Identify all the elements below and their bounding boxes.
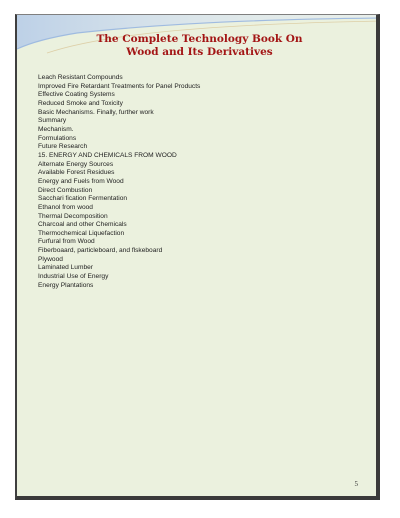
toc-item: Industrial Use of Energy [38, 273, 109, 281]
title-line-1: The Complete Technology Book On [96, 33, 303, 45]
toc-item: Charcoal and other Chemicals [38, 221, 127, 229]
table-of-contents [38, 74, 200, 290]
toc-item: Summary [38, 117, 67, 125]
toc-item: Basic Mechanisms. Finally, further work [38, 108, 154, 116]
document-title [17, 33, 380, 59]
toc-item: Sacchari fication Fermentation [38, 195, 128, 203]
toc-item: Available Forest Residues [38, 169, 115, 177]
toc-item: Future Research [38, 143, 88, 151]
toc-item: Effective Coating Systems [38, 91, 115, 99]
page-frame [15, 14, 380, 500]
toc-item: Thermochemical Liquefaction [38, 229, 125, 237]
toc-item: Mechanism. [38, 125, 74, 133]
toc-item: Thermal Decomposition [38, 212, 108, 220]
toc-item: Improved Fire Retardant Treatments for Panel Products [38, 82, 201, 90]
toc-item: Energy Plantations [38, 281, 94, 289]
toc-item: Fiberboaard, particleboard, and flskeboard [38, 247, 163, 255]
title-line-2: Wood and Its Derivatives [126, 46, 273, 58]
page-number: 5 [354, 480, 358, 488]
toc-item: Laminated Lumber [38, 264, 93, 272]
toc-item: Leach Resistant Compounds [38, 74, 123, 81]
toc-item: Furfural from Wood [38, 238, 95, 246]
toc-item: Reduced Smoke and Toxicity [38, 99, 123, 107]
toc-item: Plywood [38, 255, 63, 263]
toc-item: Ethanol from wood [38, 203, 93, 211]
toc-item: Energy and Fuels from Wood [38, 177, 124, 185]
toc-item: 15. ENERGY AND CHEMICALS FROM WOOD [38, 151, 177, 159]
toc-item: Formulations [38, 134, 77, 142]
toc-item: Alternate Energy Sources [38, 160, 114, 168]
toc-item: Direct Combustion [38, 186, 93, 194]
